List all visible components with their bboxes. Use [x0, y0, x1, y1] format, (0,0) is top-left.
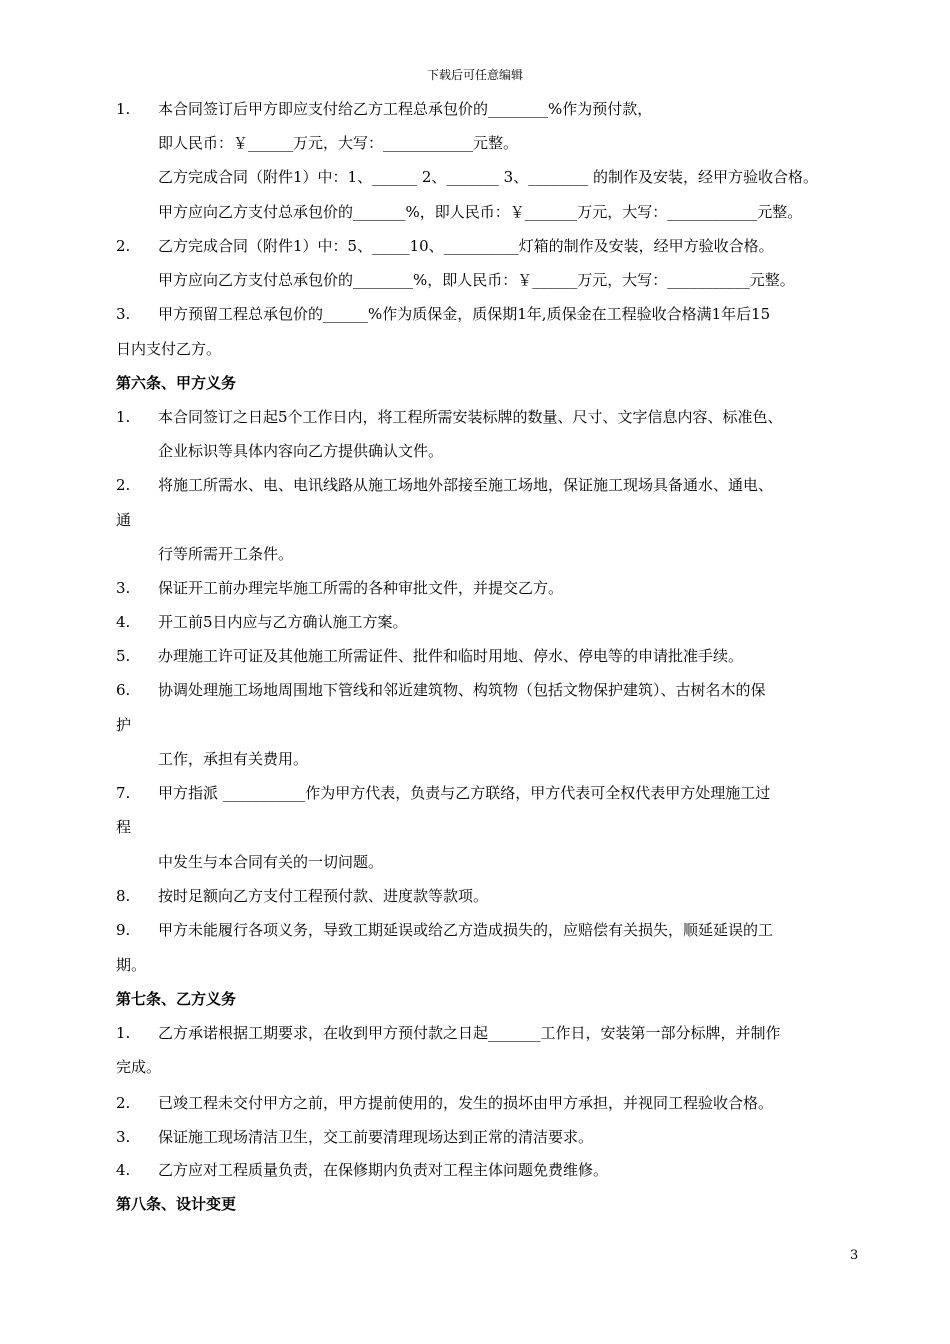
clause-text: 中发生与本合同有关的一切问题。 [158, 853, 384, 871]
clause-text: 乙方应对工程质量负责，在保修期内负责对工程主体问题免费维修。 [158, 1161, 609, 1179]
clause-number: 2. [116, 1094, 131, 1112]
clause-line [158, 441, 443, 461]
clause-number: 2. [116, 237, 131, 255]
clause-number: 9. [116, 921, 131, 939]
clause-line [158, 167, 818, 187]
clause-line [158, 544, 293, 564]
section-heading [116, 989, 236, 1009]
clause-text: 协调处理施工场地周围地下管线和邻近建筑物、构筑物（包括文物保护建筑）、古树名木的保 [158, 681, 766, 699]
clause-text: 乙方承诺根据工期要求，在收到甲方预付款之日起_______工作日，安装第一部分标牌，并制作 [158, 1024, 781, 1042]
section-heading-text: 第八条、设计变更 [116, 1195, 237, 1213]
section-heading [116, 1194, 236, 1214]
clause-text: 护 [116, 716, 132, 734]
clause-text: 开工前5日内应与乙方确认施工方案。 [158, 613, 408, 631]
clause-line [116, 1057, 161, 1077]
clause-number: 6. [116, 681, 131, 699]
clause-line [158, 749, 308, 769]
clause-number: 1. [116, 1024, 131, 1042]
clause-number: 4. [116, 1161, 131, 1179]
clause-text: 按时足额向乙方支付工程预付款、进度款等款项。 [158, 887, 489, 905]
clause-text: 甲方应向乙方支付总承包价的________%，即人民币：￥______万元，大写：___________元整。 [158, 271, 795, 289]
clause-line [116, 510, 131, 530]
clause-line [116, 715, 131, 735]
clause-text: 甲方指派 ___________作为甲方代表，负责与乙方联络，甲方代表可全权代表甲方处理施工过 [158, 784, 771, 802]
clause-line [158, 202, 802, 222]
clause-text: 保证开工前办理完毕施工所需的各种审批文件，并提交乙方。 [158, 579, 564, 597]
clause-text: 工作，承担有关费用。 [158, 750, 309, 768]
clause-number: 5. [116, 647, 131, 665]
clause-text: 将施工所需水、电、电讯线路从施工场地外部接至施工场地，保证施工现场具备通水、通电、 [158, 476, 774, 494]
clause-line [158, 133, 518, 153]
clause-line [158, 852, 383, 872]
clause-line [116, 955, 146, 975]
clause-text: 办理施工许可证及其他施工所需证件、批件和临时用地、停水、停电等的申请批准手续。 [158, 647, 744, 665]
clause-number: 3. [116, 305, 131, 323]
clause-text: 本合同签订后甲方即应支付给乙方工程总承包价的________%作为预付款， [158, 100, 653, 118]
clause-line [116, 339, 221, 359]
clause-text: 企业标识等具体内容向乙方提供确认文件。 [158, 442, 444, 460]
section-heading-text: 第七条、乙方义务 [116, 990, 237, 1008]
clause-number: 1. [116, 100, 131, 118]
clause-line [116, 817, 131, 837]
clause-text: 通 [116, 511, 132, 529]
clause-text: 已竣工程未交付甲方之前，甲方提前使用的，发生的损坏由甲方承担，并视同工程验收合格。 [158, 1094, 774, 1112]
clause-number: 3. [116, 579, 131, 597]
clause-text: 甲方预留工程总承包价的______%作为质保金，质保期1年,质保金在工程验收合格满1年后15 [158, 305, 771, 323]
clause-number: 2. [116, 476, 131, 494]
clause-number: 3. [116, 1128, 131, 1146]
clause-text: 本合同签订之日起5个工作日内，将工程所需安装标牌的数量、尺寸、文字信息内容、标准色、 [158, 408, 783, 426]
clause-text: 行等所需开工条件。 [158, 545, 294, 563]
clause-text: 甲方未能履行各项义务，导致工期延误或给乙方造成损失的，应赔偿有关损失，顺延延误的工 [158, 921, 774, 939]
clause-number: 7. [116, 784, 131, 802]
section-heading [116, 373, 236, 393]
clause-text: 即人民币：￥______万元，大写：____________元整。 [158, 134, 519, 152]
section-heading-text: 第六条、甲方义务 [116, 374, 237, 392]
clause-number: 8. [116, 887, 131, 905]
clause-text: 日内支付乙方。 [116, 340, 222, 358]
clause-text: 甲方应向乙方支付总承包价的_______%，即人民币：￥_______万元，大写：____________元整。 [158, 203, 803, 221]
clause-text: 保证施工现场清洁卫生，交工前要清理现场达到正常的清洁要求。 [158, 1128, 594, 1146]
page-header: 下载后可任意编辑 [426, 68, 523, 82]
clause-number: 4. [116, 613, 131, 631]
clause-text: 乙方完成合同（附件1）中：1、______ 2、_______ 3、________ 的制作及安装，经甲方验收合格。 [158, 168, 818, 186]
page-number: 3 [850, 1248, 859, 1263]
clause-text: 程 [116, 818, 132, 836]
clause-text: 期。 [116, 956, 147, 974]
clause-line [158, 270, 795, 290]
clause-text: 完成。 [116, 1058, 162, 1076]
clause-number: 1. [116, 408, 131, 426]
clause-text: 乙方完成合同（附件1）中：5、_____10、__________灯箱的制作及安装，经甲方验收合格。 [158, 237, 774, 255]
